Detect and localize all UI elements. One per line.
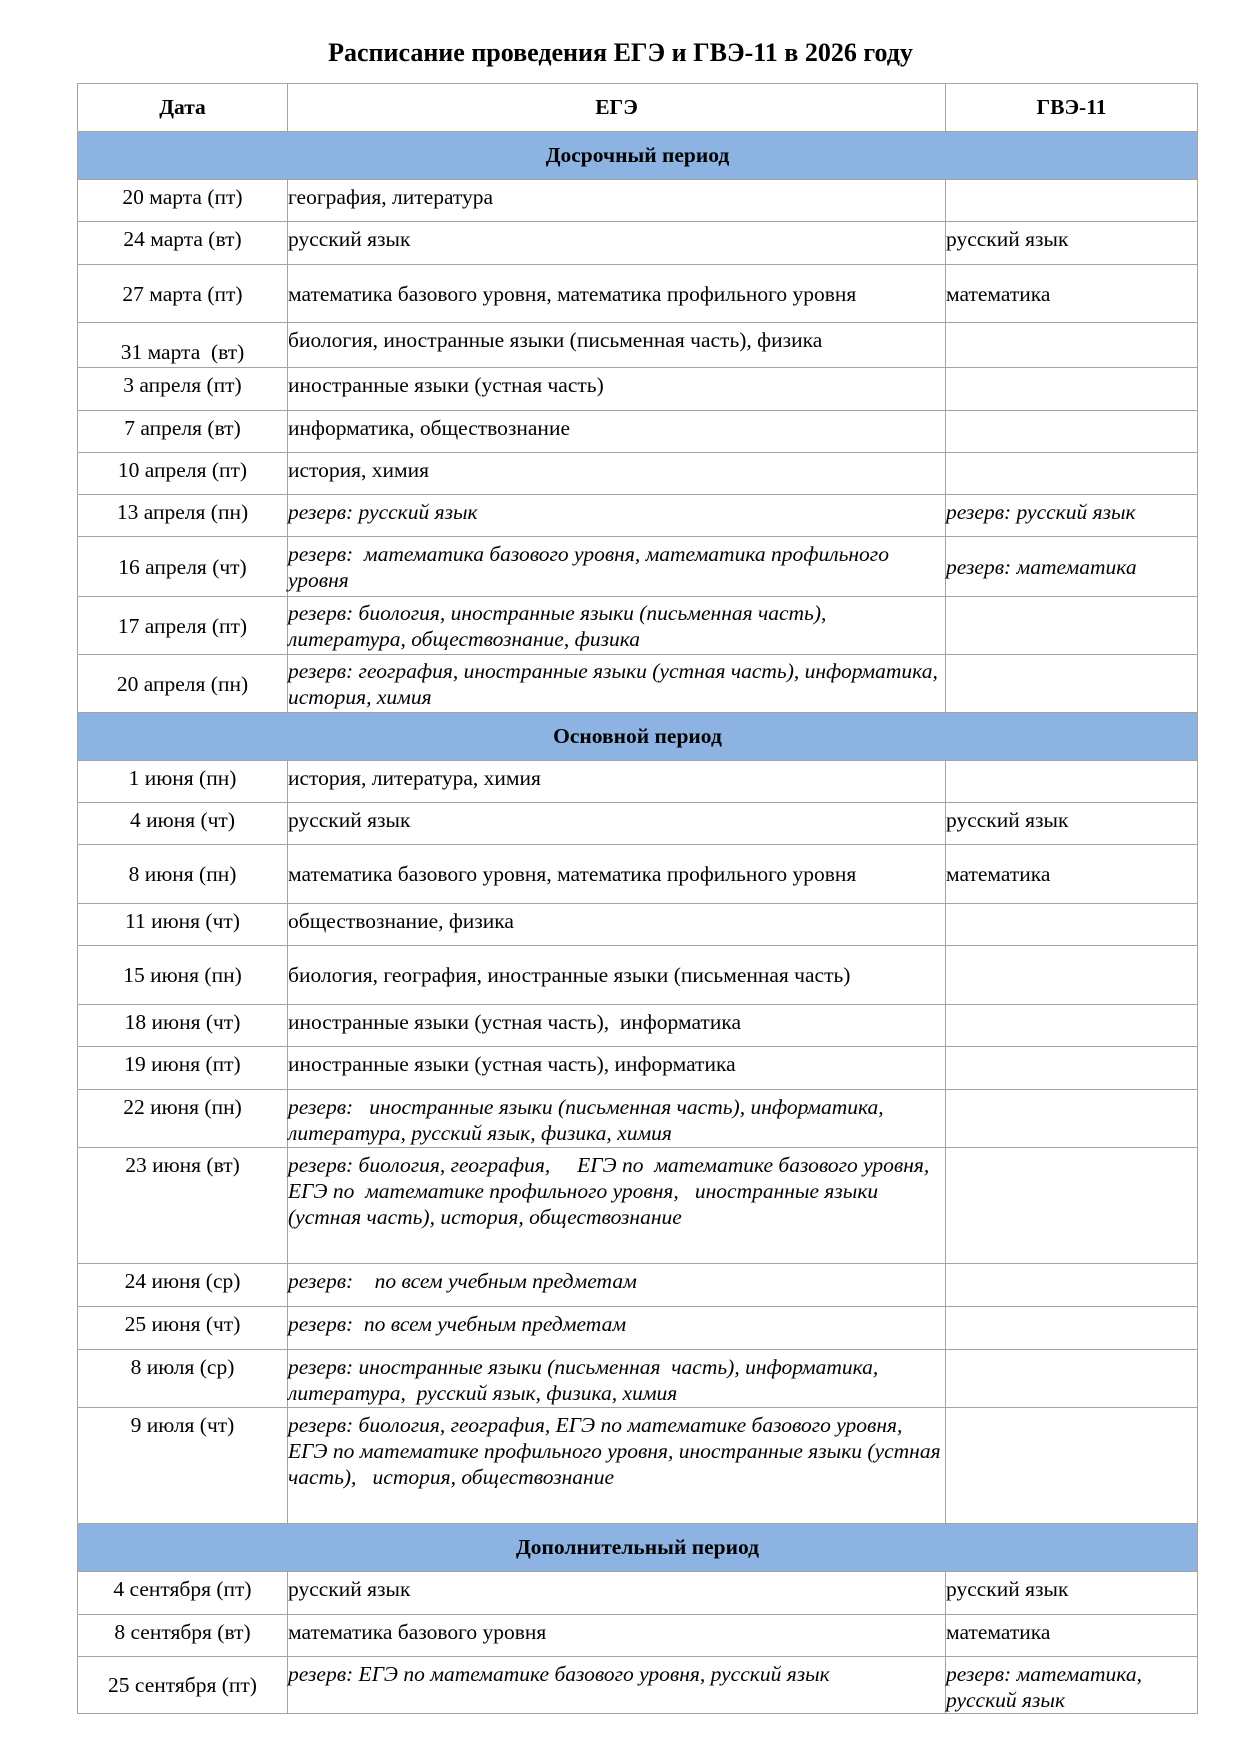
gve-subjects <box>946 597 1198 655</box>
table-row <box>78 803 1198 845</box>
table-row <box>78 411 1198 453</box>
exam-date: 15 июня (пн) <box>78 946 288 1005</box>
ege-subjects: математика базового уровня, математика профильного уровня <box>288 845 946 904</box>
table-row <box>78 1657 1198 1714</box>
section-header-row <box>78 713 1198 761</box>
table-row <box>78 761 1198 803</box>
exam-date: 11 июня (чт) <box>78 904 288 946</box>
table-row <box>78 655 1198 713</box>
exam-date: 20 марта (пт) <box>78 180 288 222</box>
ege-subjects: математика базового уровня <box>288 1615 946 1657</box>
table-row <box>78 1408 1198 1524</box>
ege-subjects: резерв: иностранные языки (письменная часть), информатика, литература, русский язык, физика, химия <box>288 1090 946 1148</box>
ege-subjects: математика базового уровня, математика профильного уровня <box>288 265 946 323</box>
schedule-table <box>77 83 1198 1714</box>
gve-subjects <box>946 368 1198 411</box>
table-row <box>78 265 1198 323</box>
ege-subjects: русский язык <box>288 1572 946 1615</box>
table-row <box>78 1572 1198 1615</box>
exam-date: 8 июня (пн) <box>78 845 288 904</box>
gve-subjects <box>946 1350 1198 1408</box>
exam-date: 22 июня (пн) <box>78 1090 288 1148</box>
table-row <box>78 1615 1198 1657</box>
table-row <box>78 222 1198 265</box>
exam-date: 24 июня (ср) <box>78 1264 288 1307</box>
table-row <box>78 1264 1198 1307</box>
table-row <box>78 597 1198 655</box>
table-row <box>78 323 1198 368</box>
exam-date: 23 июня (вт) <box>78 1148 288 1264</box>
exam-date: 24 марта (вт) <box>78 222 288 265</box>
ege-subjects: резерв: ЕГЭ по математике базового уровня, русский язык <box>288 1657 946 1714</box>
table-row <box>78 1307 1198 1350</box>
exam-date: 10 апреля (пт) <box>78 453 288 495</box>
ege-subjects: биология, география, иностранные языки (письменная часть) <box>288 946 946 1005</box>
ege-subjects: русский язык <box>288 803 946 845</box>
section-header-row <box>78 132 1198 180</box>
table-row <box>78 904 1198 946</box>
ege-subjects: иностранные языки (устная часть), информатика <box>288 1047 946 1090</box>
gve-subjects <box>946 761 1198 803</box>
exam-date: 8 сентября (вт) <box>78 1615 288 1657</box>
exam-date: 31 марта (вт) <box>78 323 288 368</box>
ege-subjects: иностранные языки (устная часть), информатика <box>288 1005 946 1047</box>
ege-subjects: резерв: биология, география, ЕГЭ по математике базового уровня, ЕГЭ по математике профильного уровня, иностранные языки (устная часть), история, обществознание <box>288 1408 946 1524</box>
table-row <box>78 946 1198 1005</box>
table-row <box>78 1350 1198 1408</box>
column-header-ege: ЕГЭ <box>288 84 946 132</box>
exam-date: 7 апреля (вт) <box>78 411 288 453</box>
column-header-date: Дата <box>78 84 288 132</box>
exam-date: 16 апреля (чт) <box>78 537 288 597</box>
exam-date: 8 июля (ср) <box>78 1350 288 1408</box>
gve-subjects <box>946 1148 1198 1264</box>
ege-subjects: биология, иностранные языки (письменная часть), физика <box>288 323 946 368</box>
section-title: Основной период <box>78 713 1198 761</box>
section-header-row <box>78 1524 1198 1572</box>
exam-date: 25 июня (чт) <box>78 1307 288 1350</box>
gve-subjects <box>946 946 1198 1005</box>
gve-subjects: русский язык <box>946 222 1198 265</box>
ege-subjects: резерв: география, иностранные языки (устная часть), информатика, история, химия <box>288 655 946 713</box>
ege-subjects: история, химия <box>288 453 946 495</box>
gve-subjects <box>946 1264 1198 1307</box>
ege-subjects: резерв: биология, география, ЕГЭ по математике базового уровня, ЕГЭ по математике профильного уровня, иностранные языки (устная часть), история, обществознание <box>288 1148 946 1264</box>
gve-subjects: резерв: русский язык <box>946 495 1198 537</box>
gve-subjects <box>946 1090 1198 1148</box>
exam-date: 4 сентября (пт) <box>78 1572 288 1615</box>
ege-subjects: обществознание, физика <box>288 904 946 946</box>
exam-date: 18 июня (чт) <box>78 1005 288 1047</box>
gve-subjects <box>946 1307 1198 1350</box>
gve-subjects: резерв: математика, русский язык <box>946 1657 1198 1714</box>
table-header-row <box>78 84 1198 132</box>
ege-subjects: история, литература, химия <box>288 761 946 803</box>
ege-subjects: география, литература <box>288 180 946 222</box>
gve-subjects <box>946 655 1198 713</box>
ege-subjects: резерв: математика базового уровня, математика профильного уровня <box>288 537 946 597</box>
gve-subjects: математика <box>946 1615 1198 1657</box>
table-row <box>78 180 1198 222</box>
ege-subjects: резерв: по всем учебным предметам <box>288 1264 946 1307</box>
schedule-body <box>78 132 1198 1714</box>
table-row <box>78 537 1198 597</box>
ege-subjects: информатика, обществознание <box>288 411 946 453</box>
exam-date: 17 апреля (пт) <box>78 597 288 655</box>
section-title: Дополнительный период <box>78 1524 1198 1572</box>
section-title: Досрочный период <box>78 132 1198 180</box>
exam-date: 3 апреля (пт) <box>78 368 288 411</box>
table-row <box>78 495 1198 537</box>
table-row <box>78 1148 1198 1264</box>
ege-subjects: русский язык <box>288 222 946 265</box>
table-row <box>78 1047 1198 1090</box>
gve-subjects: русский язык <box>946 1572 1198 1615</box>
gve-subjects <box>946 1005 1198 1047</box>
table-row <box>78 1090 1198 1148</box>
gve-subjects <box>946 180 1198 222</box>
exam-date: 1 июня (пн) <box>78 761 288 803</box>
ege-subjects: резерв: русский язык <box>288 495 946 537</box>
gve-subjects <box>946 411 1198 453</box>
table-row <box>78 1005 1198 1047</box>
ege-subjects: иностранные языки (устная часть) <box>288 368 946 411</box>
gve-subjects <box>946 1047 1198 1090</box>
page-title: Расписание проведения ЕГЭ и ГВЭ-11 в 2026 году <box>328 38 913 67</box>
gve-subjects <box>946 453 1198 495</box>
gve-subjects <box>946 904 1198 946</box>
exam-date: 13 апреля (пн) <box>78 495 288 537</box>
ege-subjects: резерв: иностранные языки (письменная часть), информатика, литература, русский язык, физика, химия <box>288 1350 946 1408</box>
ege-subjects: резерв: по всем учебным предметам <box>288 1307 946 1350</box>
exam-date: 25 сентября (пт) <box>78 1657 288 1714</box>
gve-subjects: русский язык <box>946 803 1198 845</box>
exam-date: 27 марта (пт) <box>78 265 288 323</box>
exam-date: 20 апреля (пн) <box>78 655 288 713</box>
exam-date: 4 июня (чт) <box>78 803 288 845</box>
ege-subjects: резерв: биология, иностранные языки (письменная часть), литература, обществознание, физика <box>288 597 946 655</box>
column-header-gve: ГВЭ-11 <box>946 84 1198 132</box>
gve-subjects: резерв: математика <box>946 537 1198 597</box>
gve-subjects <box>946 323 1198 368</box>
gve-subjects: математика <box>946 845 1198 904</box>
gve-subjects: математика <box>946 265 1198 323</box>
exam-date: 19 июня (пт) <box>78 1047 288 1090</box>
table-row <box>78 453 1198 495</box>
table-row <box>78 368 1198 411</box>
exam-date: 9 июля (чт) <box>78 1408 288 1524</box>
gve-subjects <box>946 1408 1198 1524</box>
table-row <box>78 845 1198 904</box>
